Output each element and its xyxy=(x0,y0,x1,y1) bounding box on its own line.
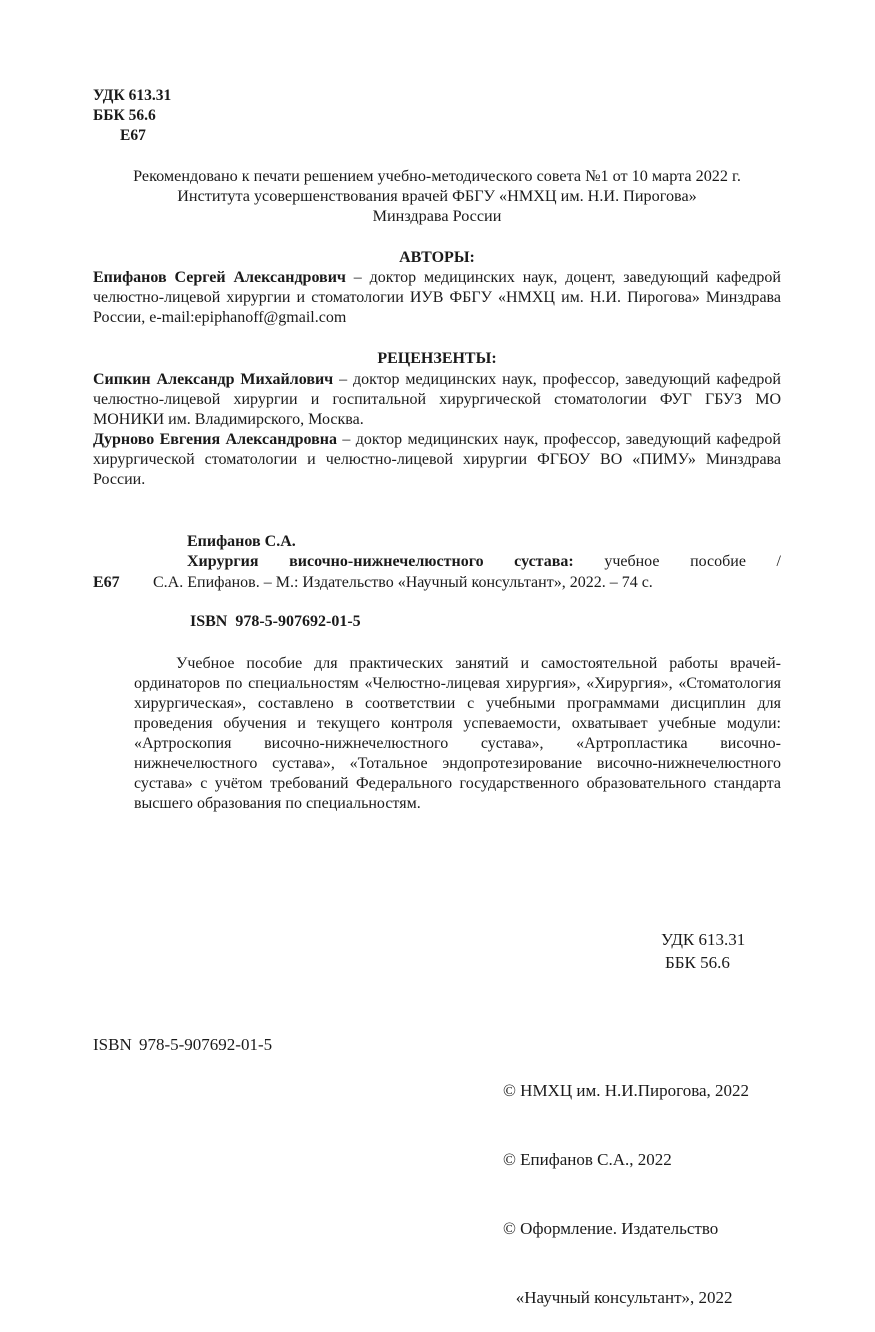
authors-heading: АВТОРЫ: xyxy=(399,249,475,266)
bbk-code: ББК 56.6 xyxy=(93,107,156,124)
recommendation xyxy=(92,166,782,226)
top-codes xyxy=(93,86,171,146)
footer-isbn: ISBN 978-5-907692-01-5 xyxy=(93,1035,273,1054)
author-description: – доктор медицинских наук, доцент, заведующий кафедрой челюстно-лицевой хирургии и стоматологии ИУВ ФБГУ «НМХЦ им. Н.И. Пирогова» Минздрава России, e-mail:epiphanoff@gmail.com xyxy=(93,269,781,326)
copyright-block xyxy=(503,1033,749,1332)
bottom-udk-code: УДК 613.31 xyxy=(661,930,746,949)
copyright-line-1: © НМХЦ им. Н.И.Пирогова, 2022 xyxy=(503,1081,750,1100)
abstract: Учебное пособие для практических занятий и самостоятельной работы врачей-ординаторов по специальностям «Челюстно-лицевая хирургия», «Хирургия», «Стоматология хирургическая», составлено в соответствии с учебными программами дисциплин для проведения обучения и текущего контроля успеваемости, охватывает учебные модули: «Артроскопия височно-нижнечелюстного сустава», «Артропластика височно-нижнечелюстного сустава», «Тотальное эндопротезирование височно-нижнечелюстного сустава» с учётом требований Федерального государственного образовательного стандарта высшего образования по специальностям. xyxy=(134,655,781,812)
reviewer-name: Сипкин Александр Михайлович xyxy=(93,371,334,388)
udk-code: УДК 613.31 xyxy=(93,87,172,104)
reviewer-entry-1 xyxy=(93,370,781,430)
catalog-title-rest: учебное пособие / xyxy=(573,553,781,570)
author-entry xyxy=(93,268,781,328)
catalog-isbn: ISBN 978-5-907692-01-5 xyxy=(190,613,361,630)
copyright-line-2: © Епифанов С.А., 2022 xyxy=(503,1150,672,1169)
reviewer-name: Дурново Евгения Александровна xyxy=(93,431,337,448)
catalog-title-line xyxy=(187,552,781,572)
catalog-sign: Е67 xyxy=(93,574,120,591)
catalog-author: Епифанов С.А. xyxy=(187,533,296,550)
author-name: Епифанов Сергей Александрович xyxy=(93,269,346,286)
catalog-title: Хирургия височно-нижнечелюстного сустава: xyxy=(187,553,574,570)
reviewer-entry-2 xyxy=(93,430,781,490)
bottom-bbk-code: ББК 56.6 xyxy=(665,953,730,972)
recommendation-line-3: Минздрава России xyxy=(372,207,502,225)
copyright-line-3: © Оформление. Издательство xyxy=(503,1219,719,1238)
copyright-line-4: «Научный консультант», 2022 xyxy=(503,1288,733,1307)
catalog-publication-line: С.А. Епифанов. – М.: Издательство «Научный консультант», 2022. – 74 с. xyxy=(153,574,653,591)
bottom-codes xyxy=(661,928,745,974)
recommendation-line-2: Института усовершенствования врачей ФБГУ «НМХЦ им. Н.И. Пирогова» xyxy=(177,187,697,205)
reviewer-description: – доктор медицинских наук, профессор, заведующий кафедрой челюстно-лицевой хирургии и госпитальной хирургической стоматологии ФУГ ГБУЗ МО МОНИКИ им. Владимирского, Москва. xyxy=(93,371,781,428)
recommendation-line-1: Рекомендовано к печати решением учебно-методического совета №1 от 10 марта 2022 г. xyxy=(133,167,741,185)
reviewers-heading: РЕЦЕНЗЕНТЫ: xyxy=(377,350,497,367)
author-sign: Е67 xyxy=(120,127,146,144)
reviewer-description: – доктор медицинских наук, профессор, заведующий кафедрой хирургической стоматологии и челюстно-лицевой хирургии ФГБОУ ВО «ПИМУ» Минздрава России. xyxy=(93,431,781,488)
